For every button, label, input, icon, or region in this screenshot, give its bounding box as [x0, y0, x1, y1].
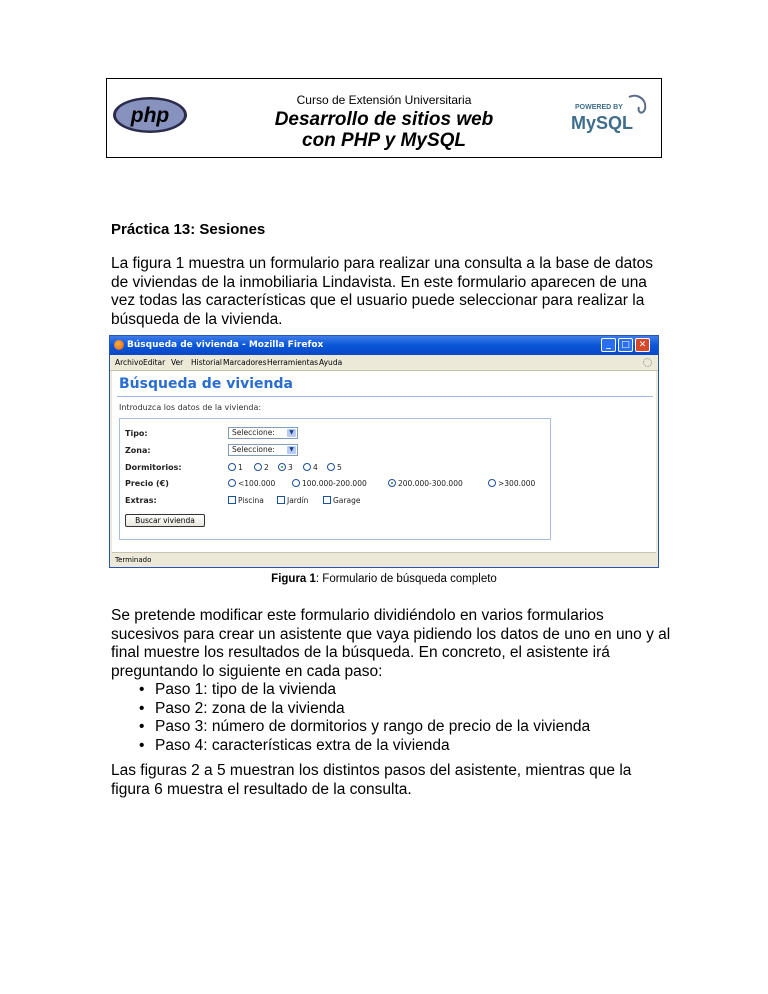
figure-caption: [0, 573, 768, 585]
browser-window: [109, 335, 659, 568]
label-extras: Extras:: [125, 496, 157, 505]
checkbox-jardin[interactable]: [277, 496, 308, 505]
radio-label: 3: [288, 463, 293, 472]
document-title-line2: con PHP y MySQL: [302, 130, 466, 151]
page-title-divider: [117, 396, 653, 397]
radio-label: 4: [313, 463, 318, 472]
radio-precio-2[interactable]: [292, 479, 367, 488]
radio-icon: [254, 463, 262, 471]
select-zona[interactable]: [228, 444, 298, 456]
section-title: Práctica 13: Sesiones: [111, 221, 266, 238]
browser-window-title: Búsqueda de vivienda - Mozilla Firefox: [127, 340, 324, 350]
checkbox-garage[interactable]: [323, 496, 360, 505]
course-name: Curso de Extensión Universitaria: [296, 93, 472, 107]
radio-icon: [228, 479, 236, 487]
radio-dormitorios-1[interactable]: [228, 463, 243, 472]
checkbox-label: Piscina: [238, 496, 264, 505]
list-item-text: Paso 4: características extra de la vivienda: [155, 736, 450, 754]
radio-selected-icon: [278, 463, 286, 471]
menu-archivo[interactable]: Archivo: [115, 358, 144, 367]
select-tipo-value: Seleccione:: [232, 428, 275, 437]
close-icon[interactable]: ✕: [635, 338, 650, 352]
menu-herramientas[interactable]: Herramientas: [267, 358, 319, 367]
menu-ver[interactable]: Ver: [171, 358, 184, 367]
radio-precio-3[interactable]: [388, 479, 463, 488]
radio-dormitorios-4[interactable]: [303, 463, 318, 472]
list-item: [111, 700, 590, 719]
paragraph-figures: Las figuras 2 a 5 muestran los distintos pasos del asistente, mientras que la figura 6 muestra el resultado de la consulta.: [111, 762, 632, 798]
checkbox-icon: [277, 496, 285, 504]
checkbox-piscina[interactable]: [228, 496, 264, 505]
mysql-logo-text: MySQL: [571, 113, 634, 133]
select-zona-value: Seleccione:: [232, 445, 275, 454]
document-title-line1: Desarrollo de sitios web: [274, 109, 494, 130]
paragraph-assistant: Se pretende modificar este formulario dividiéndolo en varios formularios sucesivos para crear un asistente que vaya pidiendo los datos de uno en uno y al final muestre los resultados de la búsqueda. En concreto, el asistente irá preguntando lo siguiente en cada paso:: [111, 607, 671, 680]
checkbox-icon: [228, 496, 236, 504]
php-logo-text: php: [130, 104, 170, 127]
throbber-icon: [643, 358, 652, 367]
browser-titlebar: [110, 336, 658, 355]
radio-dormitorios-5[interactable]: [327, 463, 342, 472]
radio-dormitorios-3[interactable]: [278, 463, 293, 472]
menu-editar[interactable]: Editar: [143, 358, 166, 367]
caption-text: : Formulario de búsqueda completo: [315, 573, 497, 585]
radio-icon: [488, 479, 496, 487]
radio-label: 1: [238, 463, 243, 472]
list-item-text: Paso 1: tipo de la vivienda: [155, 681, 336, 698]
browser-menubar: [110, 355, 658, 371]
select-tipo[interactable]: [228, 427, 298, 439]
radio-label: 100.000-200.000: [302, 479, 367, 488]
radio-dormitorios-2[interactable]: [254, 463, 269, 472]
mysql-logo: [567, 93, 655, 139]
radio-label: 5: [337, 463, 342, 472]
page-title: Búsqueda de vivienda: [119, 376, 293, 392]
paragraph-intro: La figura 1 muestra un formulario para realizar una consulta a la base de datos de viviendas de la inmobiliaria Lindavista. En este formulario aparecen de una vez todas las características que el usuario puede seleccionar para realizar la búsqueda de la vivienda.: [111, 255, 653, 328]
status-text: Terminado: [115, 556, 152, 564]
steps-list: [111, 681, 590, 755]
mysql-logo-small: POWERED BY: [575, 104, 623, 111]
chevron-down-icon: ▼: [287, 446, 296, 454]
browser-statusbar: [112, 552, 656, 567]
firefox-icon: [114, 340, 124, 350]
browser-content: [112, 371, 656, 552]
maximize-icon[interactable]: □: [618, 338, 633, 352]
list-item: [111, 718, 590, 737]
minimize-icon[interactable]: _: [601, 338, 616, 352]
radio-selected-icon: [388, 479, 396, 487]
label-tipo: Tipo:: [125, 429, 148, 438]
checkbox-label: Jardín: [287, 496, 309, 505]
radio-icon: [292, 479, 300, 487]
label-dormitorios: Dormitorios:: [125, 463, 182, 472]
chevron-down-icon: ▼: [287, 429, 296, 437]
radio-label: >300.000: [498, 479, 536, 488]
list-item-text: Paso 2: zona de la vivienda: [155, 699, 345, 717]
menu-marcadores[interactable]: Marcadores: [223, 358, 267, 367]
bullet-icon: •: [139, 736, 145, 754]
checkbox-icon: [323, 496, 331, 504]
menu-historial[interactable]: Historial: [191, 358, 223, 367]
search-button[interactable]: Buscar vivienda: [125, 514, 205, 527]
radio-label: <100.000: [238, 479, 276, 488]
list-item: [111, 681, 590, 700]
search-form: [119, 418, 551, 540]
document-header: [106, 78, 662, 158]
radio-label: 2: [264, 463, 269, 472]
bullet-icon: •: [139, 681, 145, 698]
radio-icon: [303, 463, 311, 471]
radio-precio-4[interactable]: [488, 479, 535, 488]
label-zona: Zona:: [125, 446, 151, 455]
caption-label: Figura 1: [271, 573, 316, 585]
label-precio: Precio (€): [125, 479, 169, 488]
menu-ayuda[interactable]: Ayuda: [319, 358, 343, 367]
page-intro: Introduzca los datos de la vivienda:: [119, 403, 262, 412]
radio-label: 200.000-300.000: [398, 479, 463, 488]
list-item: [111, 737, 590, 756]
checkbox-label: Garage: [333, 496, 361, 505]
bullet-icon: •: [139, 718, 145, 736]
radio-icon: [327, 463, 335, 471]
radio-icon: [228, 463, 236, 471]
radio-precio-1[interactable]: [228, 479, 275, 488]
bullet-icon: •: [139, 699, 145, 717]
list-item-text: Paso 3: número de dormitorios y rango de precio de la vivienda: [155, 718, 591, 736]
